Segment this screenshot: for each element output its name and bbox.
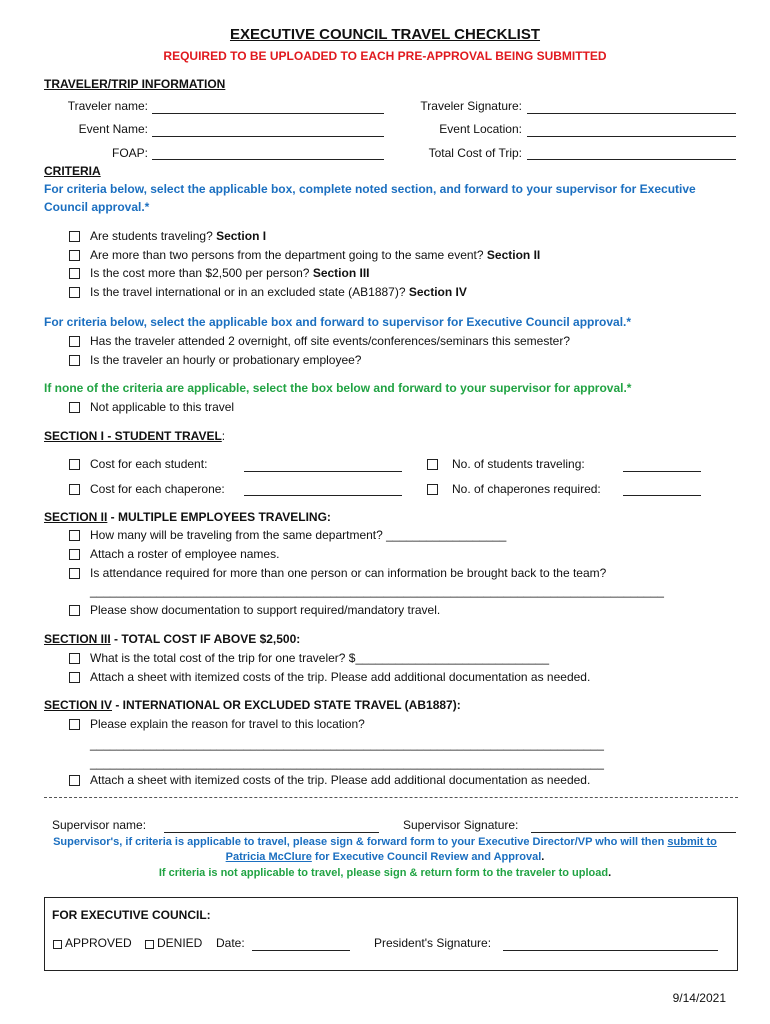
criteria-checkbox-2[interactable] [69, 250, 80, 261]
president-signature-label: President's Signature: [374, 936, 492, 950]
section2-q4: Please show documentation to support required/mandatory travel. [90, 603, 441, 617]
total-cost-field[interactable] [527, 159, 736, 160]
section2-checkbox-4[interactable] [69, 605, 80, 616]
dashed-divider [44, 797, 738, 798]
supervisor-note-2 [0, 851, 770, 863]
section3-q1: What is the total cost of the trip for one traveler? $_____________________________ [90, 651, 550, 665]
criteria-item-1 [90, 229, 266, 243]
supervisor-note-2-period: . [541, 851, 545, 863]
submit-to-link[interactable]: submit to [667, 836, 717, 848]
denied-label: DENIED [157, 936, 203, 950]
form-title: EXECUTIVE COUNCIL TRAVEL CHECKLIST [229, 26, 541, 43]
patricia-mcclure-link[interactable]: Patricia McClure [225, 851, 312, 863]
supervisor-signature-label: Supervisor Signature: [403, 818, 519, 832]
criteria-item-2-text: Are more than two persons from the department going to the same event? [90, 248, 487, 262]
council-date-field[interactable] [252, 950, 350, 951]
event-name-label: Event Name: [78, 122, 148, 136]
criteria2-item-1: Has the traveler attended 2 overnight, off site events/conferences/seminars this semester? [90, 334, 571, 348]
supervisor-note-1-text: Supervisor's, if criteria is applicable to travel, please sign & forward form to your Executive Director/VP who will then [53, 836, 668, 848]
section4-checkbox-2[interactable] [69, 775, 80, 786]
section2-checkbox-2[interactable] [69, 549, 80, 560]
section2-heading-title: - MULTIPLE EMPLOYEES TRAVELING: [107, 510, 331, 524]
criteria-item-3 [90, 266, 370, 280]
traveler-signature-label: Traveler Signature: [420, 99, 522, 113]
num-chaperones-checkbox[interactable] [427, 484, 438, 495]
section2-q3: Is attendance required for more than one person or can information be brought back to the team? [90, 566, 607, 580]
section1-heading [44, 429, 225, 443]
num-students-checkbox[interactable] [427, 459, 438, 470]
section4-q2: Attach a sheet with itemized costs of the trip. Please add additional documentation as needed. [90, 773, 591, 787]
criteria-intro-line1: For criteria below, select the applicable box, complete noted section, and forward to your supervisor for Executive [44, 182, 696, 196]
num-students-label: No. of students traveling: [452, 457, 585, 471]
council-date-label: Date: [216, 936, 245, 950]
event-location-field[interactable] [527, 136, 736, 137]
supervisor-note-3-text: If criteria is not applicable to travel, please sign & return form to the traveler to upload [158, 867, 609, 879]
criteria-checkbox-4[interactable] [69, 287, 80, 298]
section4-heading [44, 698, 461, 712]
criteria-item-3-text: Is the cost more than $2,500 per person? [90, 266, 313, 280]
section3-heading [44, 632, 300, 646]
criteria-intro-line2: Council approval.* [44, 200, 150, 214]
criteria-heading: CRITERIA [44, 164, 101, 178]
section3-heading-number: SECTION III [44, 632, 111, 646]
criteria-item-1-section: Section I [216, 229, 267, 243]
cost-student-label: Cost for each student: [90, 457, 208, 471]
traveler-name-label: Traveler name: [67, 99, 148, 113]
form-subtitle: REQUIRED TO BE UPLOADED TO EACH PRE-APPROVAL BEING SUBMITTED [163, 49, 607, 63]
criteria-item-4 [90, 285, 467, 299]
section3-heading-title: - TOTAL COST IF ABOVE $2,500: [110, 632, 301, 646]
section2-q1: How many will be traveling from the same department? __________________ [90, 528, 507, 542]
not-applicable-checkbox[interactable] [69, 402, 80, 413]
section4-blank-2[interactable]: _____________________________________________________________________________ [90, 756, 604, 770]
not-applicable-label: Not applicable to this travel [90, 400, 235, 414]
criteria-item-1-text: Are students traveling? [90, 229, 217, 243]
criteria-checkbox-1[interactable] [69, 231, 80, 242]
traveler-signature-field[interactable] [527, 113, 736, 114]
section2-heading [44, 510, 331, 524]
section2-q3-blank[interactable]: ______________________________________________________________________________________ [90, 584, 664, 598]
supervisor-name-label: Supervisor name: [52, 818, 147, 832]
cost-student-checkbox[interactable] [69, 459, 80, 470]
section4-checkbox-1[interactable] [69, 719, 80, 730]
criteria2-item-2: Is the traveler an hourly or probationary employee? [90, 353, 362, 367]
criteria-item-3-section: Section III [312, 266, 370, 280]
supervisor-note-1 [0, 836, 770, 848]
section4-heading-title: - INTERNATIONAL OR EXCLUDED STATE TRAVEL (AB1887): [112, 698, 461, 712]
section1-heading-colon: : [221, 429, 226, 443]
approved-label: APPROVED [65, 936, 132, 950]
trip-info-heading: TRAVELER/TRIP INFORMATION [44, 77, 226, 91]
section2-checkbox-1[interactable] [69, 530, 80, 541]
section2-checkbox-3[interactable] [69, 568, 80, 579]
criteria-item-2-section: Section II [486, 248, 541, 262]
section1-heading-number: SECTION I [44, 429, 105, 443]
supervisor-signature-field[interactable] [531, 832, 736, 833]
section4-q1: Please explain the reason for travel to this location? [90, 717, 365, 731]
section2-q2: Attach a roster of employee names. [90, 547, 280, 561]
supervisor-name-field[interactable] [164, 832, 379, 833]
president-signature-field[interactable] [503, 950, 718, 951]
section3-q2: Attach a sheet with itemized costs of the trip. Please add additional documentation as needed. [90, 670, 591, 684]
cost-chaperone-field[interactable] [244, 495, 402, 496]
council-heading: FOR EXECUTIVE COUNCIL: [52, 908, 211, 922]
section4-blank-1[interactable]: _____________________________________________________________________________ [90, 737, 604, 751]
event-name-field[interactable] [152, 136, 384, 137]
criteria-item-2 [90, 248, 540, 262]
supervisor-note-3 [0, 867, 770, 879]
cost-chaperone-checkbox[interactable] [69, 484, 80, 495]
section3-checkbox-2[interactable] [69, 672, 80, 683]
num-chaperones-field[interactable] [623, 495, 701, 496]
footer-date: 9/14/2021 [672, 991, 726, 1005]
criteria2-checkbox-2[interactable] [69, 355, 80, 366]
supervisor-note-3-period: . [608, 867, 612, 879]
criteria-checkbox-3[interactable] [69, 268, 80, 279]
foap-field[interactable] [152, 159, 384, 160]
denied-checkbox[interactable] [145, 940, 154, 949]
cost-chaperone-label: Cost for each chaperone: [90, 482, 225, 496]
traveler-name-field[interactable] [152, 113, 384, 114]
criteria-item-4-section: Section IV [408, 285, 467, 299]
section2-heading-number: SECTION II [44, 510, 108, 524]
total-cost-label: Total Cost of Trip: [428, 146, 522, 160]
event-location-label: Event Location: [439, 122, 522, 136]
criteria-intro3: If none of the criteria are applicable, select the box below and forward to your supervisor for approval.* [44, 381, 632, 395]
section1-heading-title: - STUDENT TRAVEL [104, 429, 222, 443]
criteria-item-4-text: Is the travel international or in an excluded state (AB1887)? [90, 285, 409, 299]
foap-label: FOAP: [111, 146, 148, 160]
section3-checkbox-1[interactable] [69, 653, 80, 664]
cost-student-field[interactable] [244, 471, 402, 472]
num-students-field[interactable] [623, 471, 701, 472]
num-chaperones-label: No. of chaperones required: [452, 482, 601, 496]
section4-heading-number: SECTION IV [44, 698, 113, 712]
criteria2-checkbox-1[interactable] [69, 336, 80, 347]
supervisor-note-2-text: for Executive Council Review and Approval [311, 851, 542, 863]
approved-checkbox[interactable] [53, 940, 62, 949]
criteria-intro2: For criteria below, select the applicable box and forward to supervisor for Executive Council approval.* [44, 315, 632, 329]
